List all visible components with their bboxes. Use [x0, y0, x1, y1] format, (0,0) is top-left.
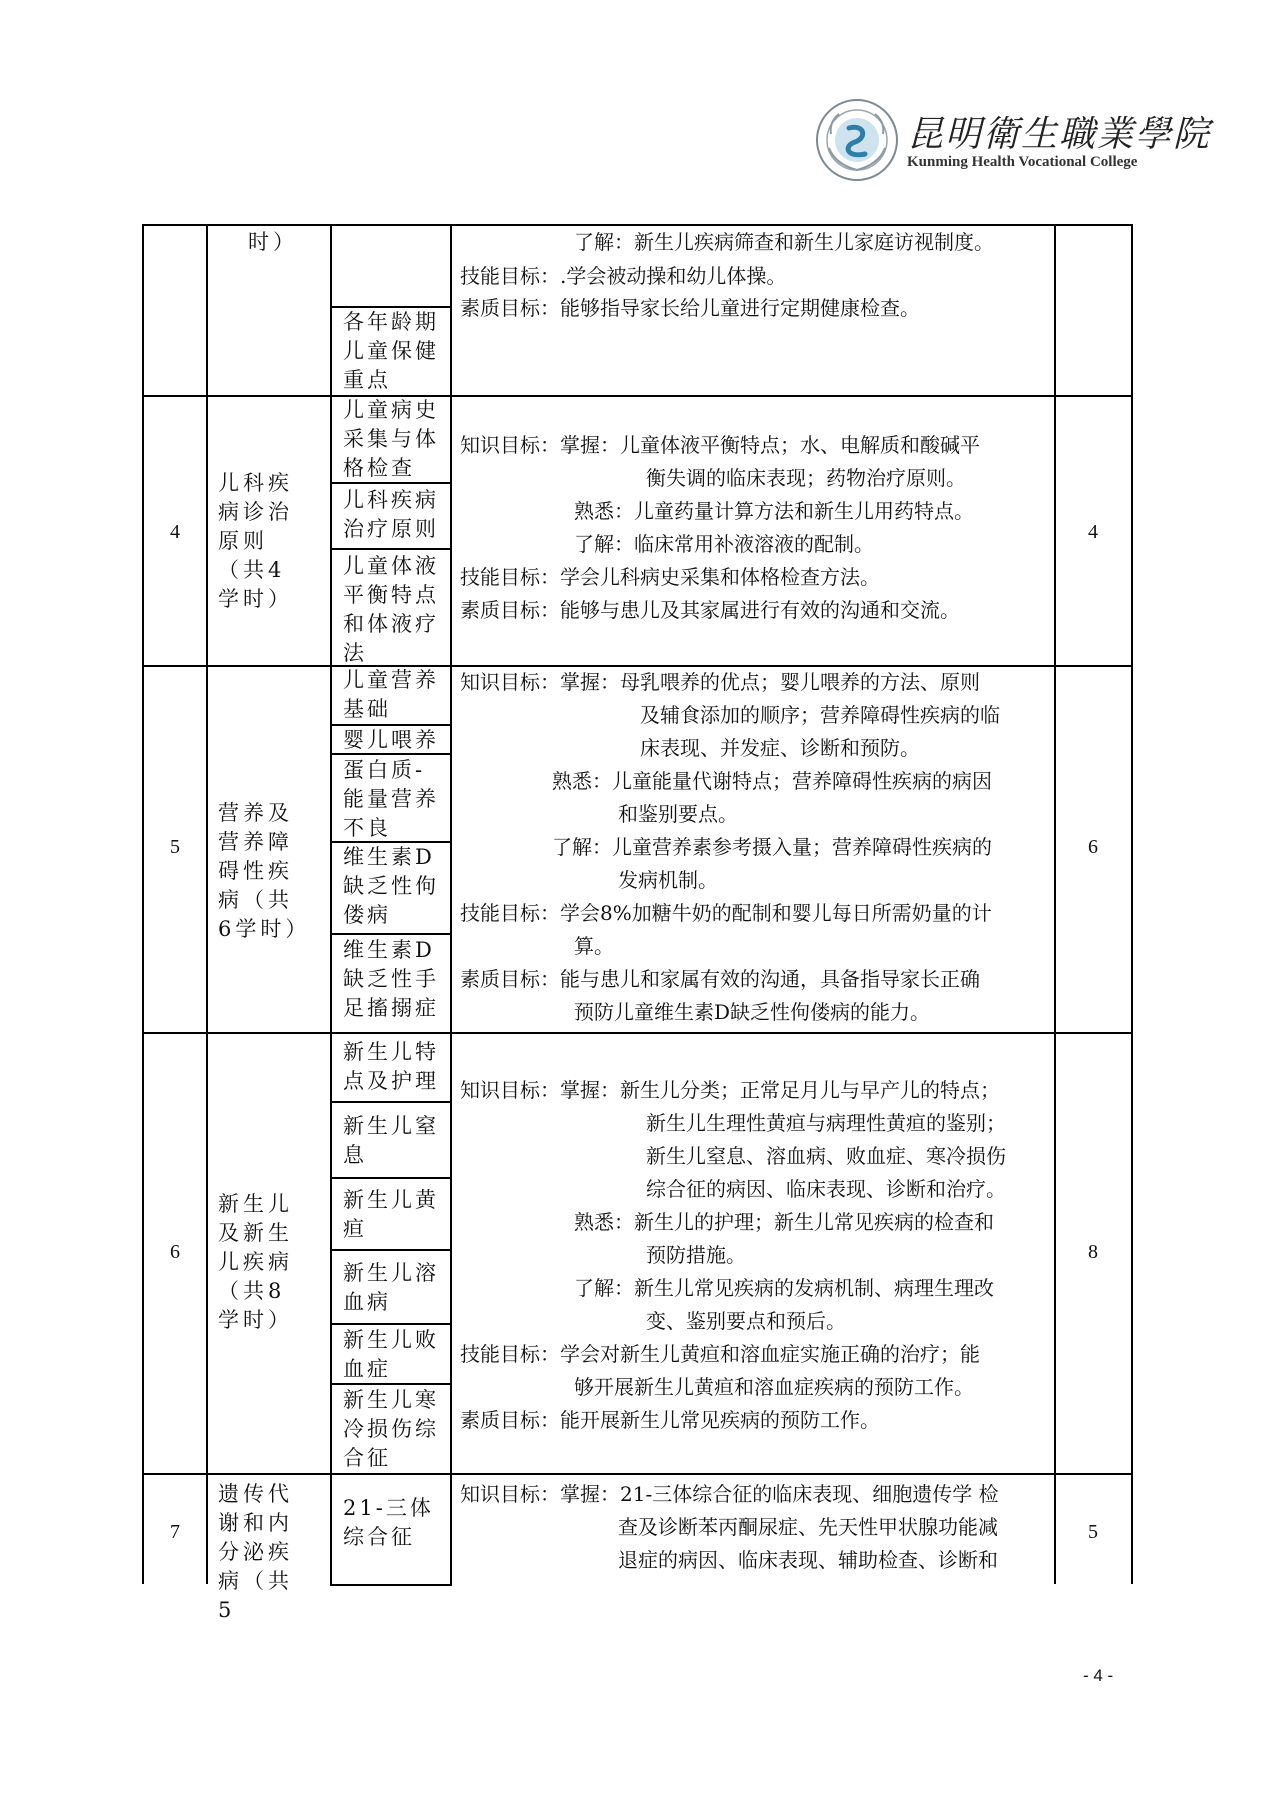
objective-line: 知识目标：掌握：儿童体液平衡特点；水、电解质和酸碱平 [460, 433, 980, 457]
objective-line: 和鉴别要点。 [618, 802, 738, 826]
topic-cell: 蛋白质-能量营养不良 [343, 758, 439, 840]
objective-line: 查及诊断苯丙酮尿症、先天性甲状腺功能减 [618, 1515, 998, 1539]
objective-line: 算。 [574, 934, 614, 958]
topic-cell: 各年龄期儿童保健重点 [343, 310, 439, 392]
objective-line: 及辅食添加的顺序；营养障碍性疾病的临 [640, 703, 1000, 727]
table-top-border [142, 224, 1133, 226]
row-number: 6 [170, 1241, 180, 1263]
objective-line: 熟悉：新生儿的护理；新生儿常见疾病的检查和 [574, 1210, 994, 1234]
row-number: 7 [170, 1521, 180, 1543]
col-divider [450, 224, 452, 1584]
topic-cell: 儿童营养基础 [343, 668, 439, 721]
college-logo [815, 96, 1212, 186]
topic-cell: 21-三体综合征 [343, 1496, 434, 1549]
objective-line: 熟悉：儿童药量计算方法和新生儿用药特点。 [574, 499, 974, 523]
topic-divider [330, 1584, 452, 1586]
objective-line: 技能目标：学会8%加糖牛奶的配制和婴儿每日所需奶量的计 [460, 901, 992, 925]
objective-line: 新生儿生理性黄疸与病理性黄疸的鉴别； [646, 1111, 1006, 1135]
topic-cell: 儿童体液平衡特点和体液疗法 [343, 554, 439, 665]
topic-divider [330, 1177, 452, 1179]
row-number: 5 [170, 836, 180, 858]
topic-divider [330, 1249, 452, 1251]
objective-line: 新生儿窒息、溶血病、败血症、寒冷损伤 [646, 1144, 1006, 1168]
course-name: 儿科疾病诊治原则（共4学时） [218, 471, 293, 611]
objective-line: 退症的病因、临床表现、辅助检查、诊断和 [618, 1548, 998, 1572]
topic-cell: 维生素D缺乏性佝偻病 [343, 845, 439, 927]
objective-line: 发病机制。 [618, 868, 718, 892]
objective-line: 知识目标：掌握：21-三体综合征的临床表现、细胞遗传学 检 [460, 1482, 999, 1506]
col-divider [1131, 224, 1133, 1584]
col-divider [330, 224, 332, 1584]
row-divider [142, 395, 1133, 397]
topic-divider [330, 1101, 452, 1103]
objective-line: 了解：新生儿常见疾病的发病机制、病理生理改 [574, 1276, 994, 1300]
objective-line: 够开展新生儿黄疸和溶血症疾病的预防工作。 [574, 1375, 974, 1399]
college-seal-icon [815, 98, 899, 182]
topic-cell: 新生儿溶血病 [343, 1261, 439, 1314]
row-divider [142, 665, 1133, 667]
topic-cell: 维生素D缺乏性手足搐搦症 [343, 938, 439, 1020]
col-divider [206, 224, 208, 1584]
page-number: - 4 - [1083, 1666, 1114, 1685]
row-divider [142, 1032, 1133, 1034]
topic-cell: 新生儿窒息 [343, 1114, 439, 1167]
row-divider [142, 1473, 1133, 1475]
topic-cell: 儿科疾病治疗原则 [343, 488, 439, 541]
objective-line: 技能目标：.学会被动操和幼儿体操。 [460, 264, 787, 288]
college-name-cn: 昆明衛生職業學院 [907, 114, 1212, 155]
row-number: 4 [170, 521, 180, 543]
course-name: 营养及营养障碍性疾病（共6学时） [218, 801, 311, 941]
topic-cell: 新生儿寒冷损伤综合征 [343, 1388, 439, 1470]
objective-line: 预防儿童维生素D缺乏性佝偻病的能力。 [574, 1000, 931, 1024]
course-name: 遗传代谢和内分泌疾病（共5 [218, 1482, 293, 1622]
hours-cell: 5 [1088, 1521, 1098, 1543]
topic-divider [330, 548, 452, 550]
hours-cell: 8 [1088, 1241, 1098, 1263]
hours-cell: 6 [1088, 836, 1098, 858]
topic-cell: 婴儿喂养 [343, 728, 439, 752]
topic-cell: 儿童病史采集与体格检查 [343, 398, 439, 480]
col-divider [142, 224, 144, 1584]
objective-line: 了解：儿童营养素参考摄入量；营养障碍性疾病的 [552, 835, 992, 859]
objective-line: 综合征的病因、临床表现、诊断和治疗。 [646, 1177, 1006, 1201]
objective-line: 素质目标：能开展新生儿常见疾病的预防工作。 [460, 1408, 880, 1432]
objective-line: 了解：新生儿疾病筛查和新生儿家庭访视制度。 [574, 230, 994, 254]
objective-line: 素质目标：能与患儿和家属有效的沟通，具备指导家长正确 [460, 967, 980, 991]
objective-line: 变、鉴别要点和预后。 [646, 1309, 846, 1333]
course-name: 时） [248, 230, 298, 254]
hours-cell: 4 [1088, 521, 1098, 543]
objective-line: 技能目标：学会对新生儿黄疸和溶血症实施正确的治疗；能 [460, 1342, 980, 1366]
course-name: 新生儿及新生儿疾病（共8学时） [218, 1192, 293, 1332]
objective-line: 预防措施。 [646, 1243, 746, 1267]
topic-cell: 新生儿黄疸 [343, 1188, 439, 1241]
objective-line: 素质目标：能够与患儿及其家属进行有效的沟通和交流。 [460, 598, 960, 622]
objective-line: 了解：临床常用补液溶液的配制。 [574, 532, 874, 556]
topic-cell: 新生儿特点及护理 [343, 1040, 439, 1093]
college-name-en: Kunming Health Vocational College [907, 154, 1138, 170]
objective-line: 熟悉：儿童能量代谢特点；营养障碍性疾病的病因 [552, 769, 992, 793]
topic-cell: 新生儿败血症 [343, 1328, 439, 1381]
topic-divider [330, 1323, 452, 1325]
col-divider [1054, 224, 1056, 1584]
objective-line: 知识目标：掌握：母乳喂养的优点；婴儿喂养的方法、原则 [460, 670, 980, 694]
topic-divider [330, 933, 452, 935]
objective-line: 技能目标：学会儿科病史采集和体格检查方法。 [460, 565, 880, 589]
objective-line: 素质目标：能够指导家长给儿童进行定期健康检查。 [460, 296, 920, 320]
objective-line: 衡失调的临床表现；药物治疗原则。 [646, 466, 966, 490]
objective-line: 知识目标：掌握：新生儿分类；正常足月儿与早产儿的特点； [460, 1078, 1000, 1102]
objective-line: 床表现、并发症、诊断和预防。 [640, 736, 920, 760]
